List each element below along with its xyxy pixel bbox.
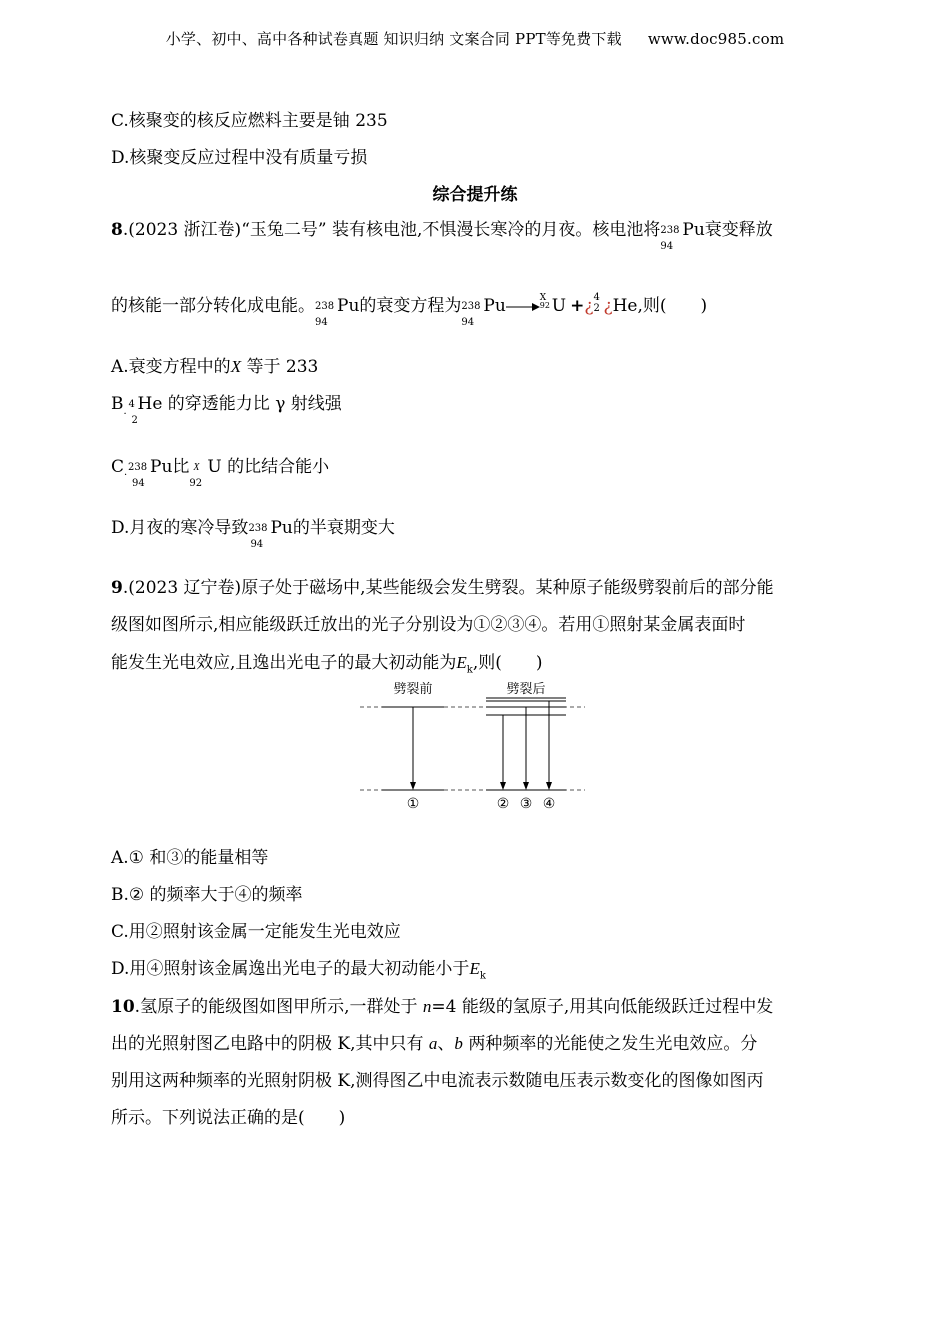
q8-option-a: A.衰变方程中的X 等于 233 xyxy=(111,357,319,377)
label-before-split: 劈裂前 xyxy=(393,682,433,697)
q10-number: 10 xyxy=(111,997,135,1017)
q8-option-b: B 4 · 2 He 的穿透能力比 γ 射线强 xyxy=(111,394,342,426)
q9-option-d: D.用④照射该金属逸出光电子的最大初动能小于$E_k$ xyxy=(111,959,486,982)
u-isotope: X 92 xyxy=(539,293,550,310)
q9-stem-line2: 级图如图所示,相应能级跃迁放出的光子分别设为①②③④。若用①照射某金属表面时 xyxy=(111,615,746,635)
pu-isotope: 238 · 94 xyxy=(124,462,148,489)
q8-option-d: D.月夜的寒冷导致 238 94 Pu的半衰期变大 xyxy=(111,518,395,550)
he-isotope: 4 · 2 xyxy=(123,399,138,426)
q9-source: .(2023 辽宁卷) xyxy=(122,578,242,598)
q8-number: 8 xyxy=(111,220,123,240)
q9-stem-line3: 能发生光电效应,且逸出光电子的最大初动能为$E_k$,则( ) xyxy=(111,653,543,676)
photon-label-1: ① xyxy=(406,796,420,812)
pu-isotope: 238 94 xyxy=(461,301,481,328)
q10-stem-line3: 别用这两种频率的光照射阴极 K,测得图乙中电流表示数随电压表示数变化的图像如图丙 xyxy=(111,1071,764,1091)
photon-label-2: ② xyxy=(496,796,510,812)
transition-arrow-3 xyxy=(523,707,529,790)
photon-label-4: ④ xyxy=(542,796,556,812)
q10-stem-line4: 所示。下列说法正确的是( ) xyxy=(111,1108,346,1128)
pu-isotope: 238 94 xyxy=(315,301,335,328)
pu-isotope: 238 94 xyxy=(660,225,680,252)
q7-option-d: D.核聚变反应过程中没有质量亏损 xyxy=(111,148,368,168)
energy-level-diagram xyxy=(360,676,590,816)
u-isotope: X 92 xyxy=(189,462,203,489)
header-url[interactable]: www.doc985.com xyxy=(647,30,785,48)
q8-stem-line2: 的核能一部分转化成电能。 238 94 Pu的衰变方程为 238 94 Pu X 92 U +¿ 4 2 ¿He,则( ) xyxy=(111,292,708,328)
q9-stem-line1: 9.(2023 辽宁卷)原子处于磁场中,某些能级会发生劈裂。某种原子能级劈裂前后的部分能 xyxy=(111,578,774,598)
page-header xyxy=(0,28,950,49)
label-after-split: 劈裂后 xyxy=(506,682,546,697)
photon-label-3: ③ xyxy=(519,796,533,812)
pu-isotope: 238 94 xyxy=(248,523,268,550)
he-isotope: 4 2 xyxy=(593,292,600,314)
q10-stem-line1: 10.氢原子的能级图如图甲所示,一群处于 n=4 能级的氢原子,用其向低能级跃迁过程中发 xyxy=(111,997,774,1017)
reaction-arrow-icon xyxy=(506,301,540,313)
q9-option-b: B.② 的频率大于④的频率 xyxy=(111,885,303,905)
transition-arrow-1 xyxy=(410,707,416,790)
transition-arrow-2 xyxy=(500,715,506,790)
transition-arrow-4 xyxy=(546,701,552,790)
q9-option-a: A.① 和③的能量相等 xyxy=(111,848,269,868)
q8-source: .(2023 浙江卷) xyxy=(122,220,242,240)
section-title: 综合提升练 xyxy=(432,185,518,205)
q10-stem-line2: 出的光照射图乙电路中的阴极 K,其中只有 a、b 两种频率的光能使之发生光电效应。分 xyxy=(111,1034,758,1054)
q8-stem-line1: 8.(2023 浙江卷)“玉兔二号” 装有核电池,不惧漫长寒冷的月夜。核电池将 238 94 Pu衰变释放 xyxy=(111,220,773,252)
q9-number: 9 xyxy=(111,578,123,598)
header-text: 小学、初中、高中各种试卷真题 知识归纳 文案合同 PPT等免费下载 xyxy=(165,30,622,48)
q7-option-c: C.核聚变的核反应燃料主要是铀 235 xyxy=(111,111,388,131)
q8-option-c: C 238 · 94 Pu比 X 92 U 的比结合能小 xyxy=(111,457,330,489)
q9-option-c: C.用②照射该金属一定能发生光电效应 xyxy=(111,922,401,942)
